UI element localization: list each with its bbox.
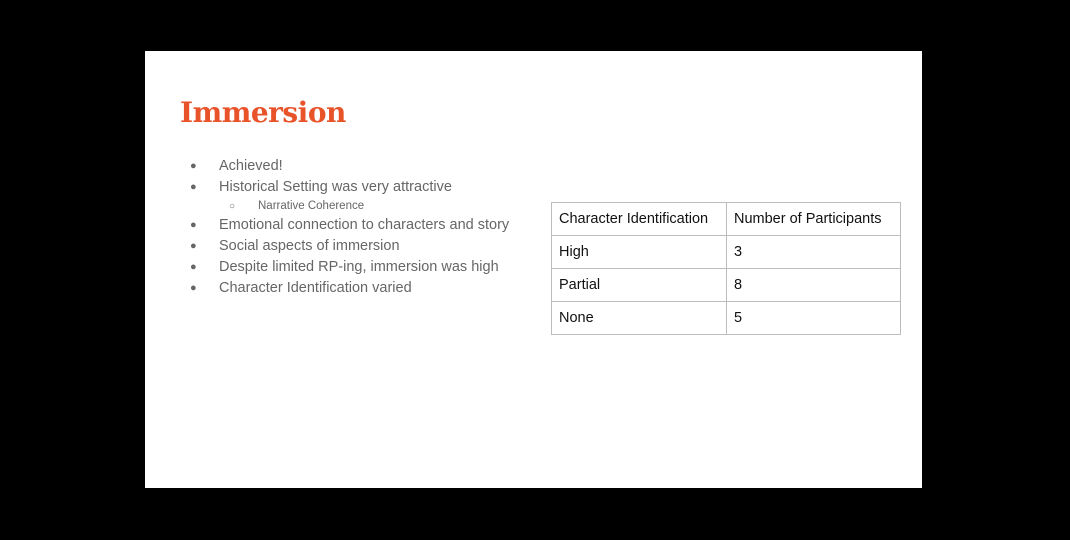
slide [145,51,922,488]
table-row [552,302,901,335]
table-cell: None [552,302,727,335]
bullet-icon: ● [190,261,197,273]
bullet-text: Historical Setting was very attractive [219,179,452,195]
bullet-icon: ● [190,181,197,193]
sub-bullet-item [185,198,515,215]
table-row [552,236,901,269]
bullet-icon: ● [190,240,197,252]
table-cell: 5 [727,302,901,335]
bullet-text: Achieved! [219,158,283,174]
bullet-text: Emotional connection to characters and story [219,217,510,233]
character-identification-table [551,202,901,335]
bullet-item [185,177,515,198]
table-cell: Partial [552,269,727,302]
bullet-icon: ● [190,219,197,231]
bullet-text: Social aspects of immersion [219,238,400,254]
table-cell: High [552,236,727,269]
bullet-item [185,257,515,278]
bullet-text: Narrative Coherence [258,200,365,212]
bullet-icon: ● [190,282,197,294]
bullet-text: Character Identification varied [219,280,412,296]
bullet-item [185,278,515,299]
table-header-row [552,203,901,236]
bullet-text: Despite limited RP-ing, immersion was high [219,259,499,275]
bullet-item [185,156,515,177]
bullet-icon: ● [190,160,197,172]
table-cell: 8 [727,269,901,302]
bullet-item [185,215,515,236]
bullet-list [185,156,515,299]
table-cell: 3 [727,236,901,269]
table-header-cell: Character Identification [552,203,727,236]
bullet-item [185,236,515,257]
hollow-bullet-icon: ○ [229,201,236,212]
table-row [552,269,901,302]
slide-title: Immersion [180,96,346,129]
table-header-cell: Number of Participants [727,203,901,236]
